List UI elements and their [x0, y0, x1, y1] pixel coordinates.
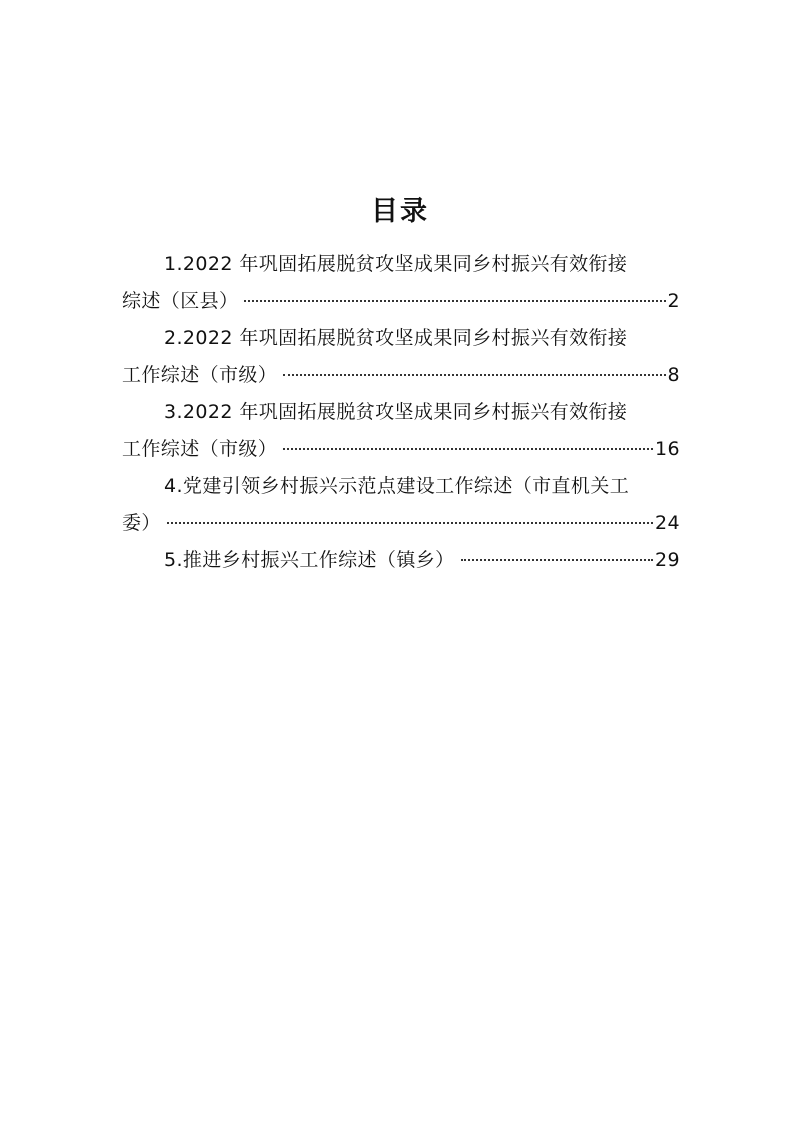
toc-page-number: 2 [667, 290, 680, 312]
toc-entry-row [122, 505, 680, 542]
toc-entry-row [122, 283, 680, 320]
toc-entry-title: 1.2022 年巩固拓展脱贫攻坚成果同乡村振兴有效衔接 [164, 253, 628, 275]
toc-page-number: 29 [655, 549, 680, 571]
toc-entry-3[interactable] [122, 394, 680, 468]
dot-leader [283, 447, 653, 450]
dot-leader [461, 558, 653, 561]
toc-title: 目录 [371, 196, 429, 227]
toc-list [122, 246, 680, 579]
dot-leader [244, 299, 665, 302]
toc-page-number: 24 [655, 512, 680, 534]
toc-entry-title: 2.2022 年巩固拓展脱贫攻坚成果同乡村振兴有效衔接 [164, 327, 628, 349]
toc-page-number: 8 [667, 364, 680, 386]
toc-entry-title: 4.党建引领乡村振兴示范点建设工作综述（市直机关工 [164, 475, 630, 497]
dot-leader [283, 373, 665, 376]
dot-leader [167, 521, 653, 524]
toc-entry-row [122, 357, 680, 394]
toc-entry-row [122, 431, 680, 468]
toc-entry-title-continued: 委） [122, 512, 161, 534]
toc-entry-title-continued: 工作综述（市级） [122, 364, 278, 386]
toc-entry-title-continued: 工作综述（市级） [122, 438, 278, 460]
toc-page-number: 16 [655, 438, 680, 460]
toc-entry-1[interactable] [122, 246, 680, 320]
toc-entry-row [122, 542, 680, 579]
toc-entry-title: 3.2022 年巩固拓展脱贫攻坚成果同乡村振兴有效衔接 [164, 401, 628, 423]
toc-entry-title-continued: 综述（区县） [122, 290, 239, 312]
toc-entry-4[interactable] [122, 468, 680, 542]
toc-entry-title: 5.推进乡村振兴工作综述（镇乡） [164, 549, 455, 571]
toc-entry-5[interactable] [122, 542, 680, 579]
toc-entry-2[interactable] [122, 320, 680, 394]
